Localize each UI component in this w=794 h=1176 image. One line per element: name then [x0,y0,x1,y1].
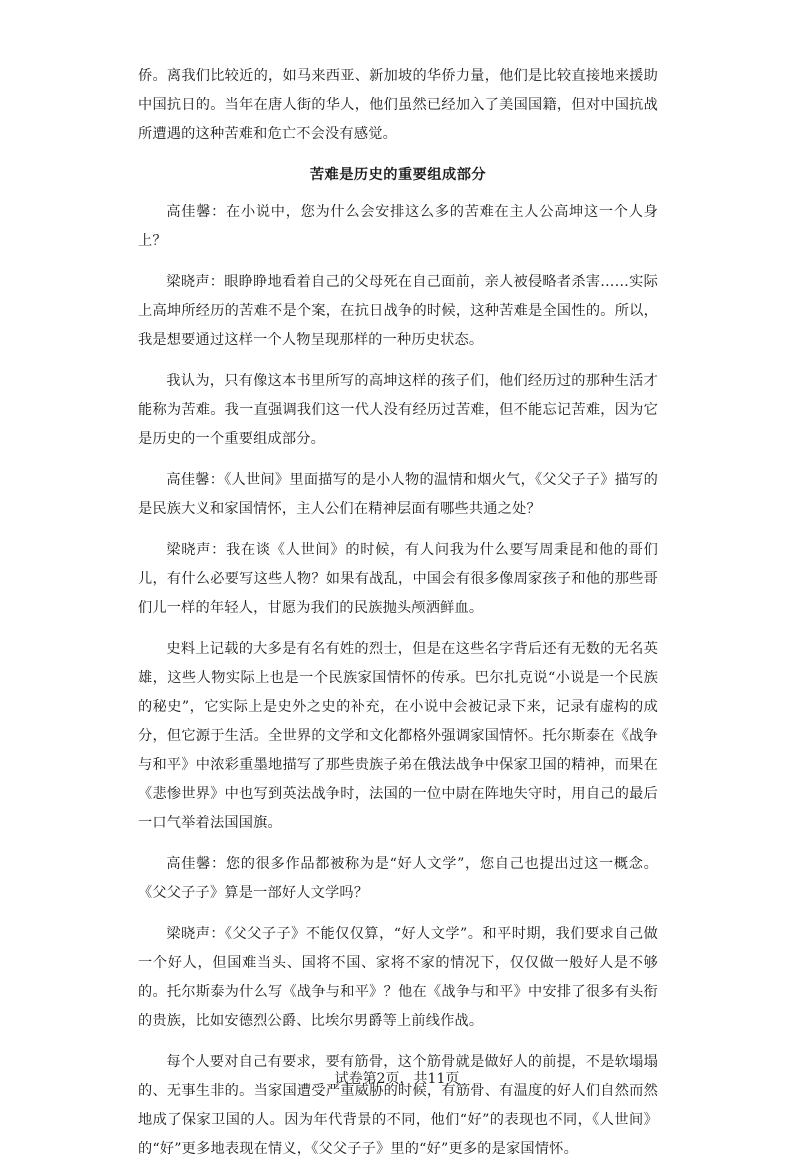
paragraph-question-1: 高佳馨：在小说中，您为什么会安排这么多的苦难在主人公高坤这一个人身上？ [138,204,658,249]
section-heading: 苦难是历史的重要组成部分 [309,167,487,183]
paragraph-answer-2-cont: 史料上记载的大多是有名有姓的烈士，但是在这些名字背后还有无数的无名英雄，这些人物实际上也是一个民族家国情怀的传承。巴尔扎克说“小说是一个民族的秘史”，它实际上是史外之史的补充，在小说中会被记录下来，记录有虚构的成分，但它源于生活。全世界的文学和文化都格外强调家国情怀。托尔斯泰在《战争与和平》中浓彩重墨地描写了那些贵族子弟在俄法战争中保家卫国的精神，而果在《悲惨世界》中也写到英法战争时，法国的一位中尉在阵地失守时，用自己的最后一口气举着法国国旗。 [138,641,658,831]
paragraph-answer-3: 梁晓声：《父父子子》不能仅仅算，“好人文学”。和平时期，我们要求自己做一个好人，但国难当头、国将不国、家将不家的情况下，仅仅做一般好人是不够的。托尔斯泰为什么写《战争与和平》？他在《战争与和平》中安排了很多有头衔的贵族，比如安德烈公爵、比埃尔男爵等上前线作战。 [138,926,658,1029]
paragraph-question-3: 高佳馨：您的很多作品都被称为是“好人文学”，您自己也提出过这一概念。《父父子子》算是一部好人文学吗？ [138,856,658,901]
paragraph-answer-2: 梁晓声：我在谈《人世间》的时候，有人问我为什么要写周秉昆和他的哥们儿，有什么必要写这些人物？如果有战乱，中国会有很多像周家孩子和他的那些哥们儿一样的年轻人，甘愿为我们的民族抛头颅洒鲜血。 [138,542,658,616]
page-footer: 试卷第2页，共11页 [334,1071,460,1087]
intro-paragraph: 侨。离我们比较近的，如马来西亚、新加坡的华侨力量，他们是比较直接地来援助中国抗日的。当年在唐人街的华人，他们虽然已经加入了美国国籍，但对中国抗战所遭遇的这种苦难和危亡不会没有感觉。 [138,68,658,142]
document-page [138,62,658,1176]
paragraph-answer-1: 梁晓声：眼睁睁地看着自己的父母死在自己面前，亲人被侵略者杀害……实际上高坤所经历的苦难不是个案，在抗日战争的时候，这种苦难是全国性的。所以，我是想要通过这样一个人物呈现那样的一种历史状态。 [138,274,658,348]
paragraph-answer-1-cont: 我认为，只有像这本书里所写的高坤这样的孩子们，他们经历过的那种生活才能称为苦难。我一直强调我们这一代人没有经历过苦难，但不能忘记苦难，因为它是历史的一个重要组成部分。 [138,373,658,447]
paragraph-answer-3-cont: 每个人要对自己有要求，要有筋骨，这个筋骨就是做好人的前提，不是软塌塌的、无事生非的。当家国遭受严重威胁的时候，有筋骨、有温度的好人们自然而然地成了保家卫国的人。因为年代背景的不同，他们“好”的表现也不同，《人世间》的“好”更多地表现在情义，《父父子子》里的“好”更多的是家国情怀。 [138,1054,658,1157]
paragraph-question-2: 高佳馨：《人世间》里面描写的是小人物的温情和烟火气，《父父子子》描写的是民族大义和家国情怀，主人公们在精神层面有哪些共通之处？ [138,472,658,517]
